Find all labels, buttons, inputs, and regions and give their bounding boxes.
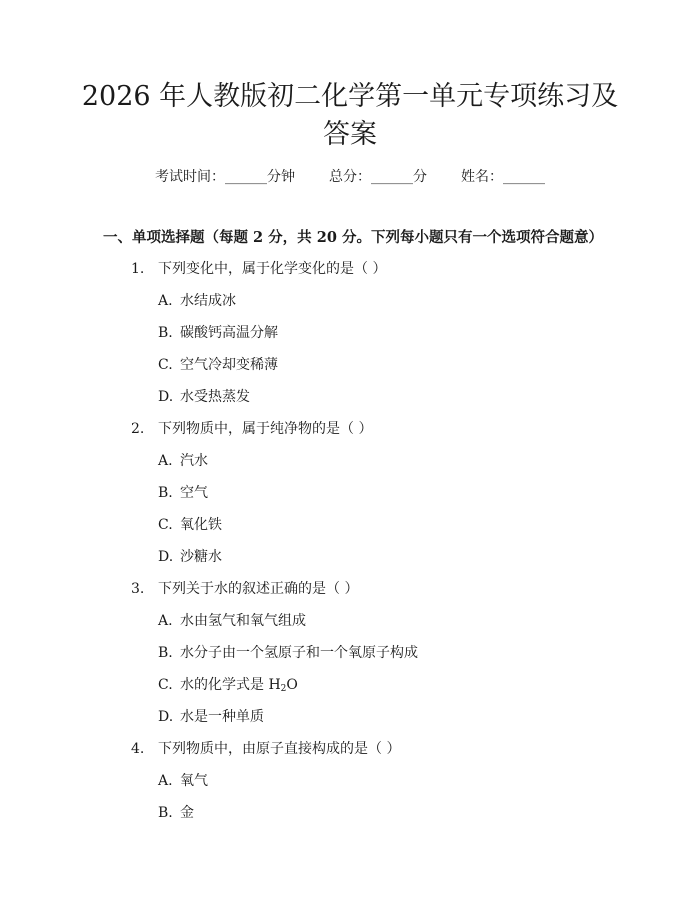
- option: [158, 451, 208, 471]
- option-label: B.: [158, 485, 173, 501]
- subscript: 2: [280, 684, 287, 694]
- exam-meta: [0, 167, 700, 187]
- option: [158, 803, 194, 823]
- option: [158, 355, 278, 375]
- question: [131, 419, 372, 439]
- question-number: 1.: [131, 261, 145, 277]
- option-text: 氧气: [180, 773, 208, 789]
- option-text: 汽水: [180, 453, 208, 469]
- option-text: 水结成冰: [180, 293, 236, 309]
- option-text: 碳酸钙高温分解: [180, 325, 278, 341]
- document-title: [60, 78, 640, 154]
- exam-time: 考试时间：______分钟: [155, 169, 295, 185]
- section-heading: 一、单项选择题（每题 2 分，共 20 分。下列每小题只有一个选项符合题意）: [103, 229, 603, 246]
- option-label: A.: [158, 773, 173, 789]
- option-label: C.: [158, 677, 173, 693]
- question-text: 下列物质中，由原子直接构成的是（ ）: [158, 741, 401, 757]
- option-label: C.: [158, 517, 173, 533]
- option: [158, 547, 222, 567]
- question-number: 2.: [131, 421, 145, 437]
- option-label: D.: [158, 709, 174, 725]
- option: [158, 611, 306, 631]
- option-label: A.: [158, 453, 173, 469]
- option: [158, 483, 208, 503]
- option: [158, 323, 278, 343]
- option-label: B.: [158, 325, 173, 341]
- option-label: B.: [158, 645, 173, 661]
- option-text: 水分子由一个氢原子和一个氧原子构成: [180, 645, 418, 661]
- option: [158, 707, 264, 727]
- option-text: 空气: [180, 485, 208, 501]
- option-text: 水受热蒸发: [180, 389, 250, 405]
- option: [158, 515, 222, 535]
- student-name: 姓名：______: [461, 169, 545, 185]
- option-text: 空气冷却变稀薄: [180, 357, 278, 373]
- option-text-before: 水的化学式是 H: [180, 677, 281, 693]
- option-label: A.: [158, 293, 173, 309]
- option-label: C.: [158, 357, 173, 373]
- option-text: 水由氢气和氧气组成: [180, 613, 306, 629]
- option-label: D.: [158, 549, 174, 565]
- option: [158, 771, 208, 791]
- total-score: 总分：______分: [329, 169, 427, 185]
- question-text: 下列变化中，属于化学变化的是（ ）: [158, 261, 387, 277]
- option-label: D.: [158, 389, 174, 405]
- question-number: 4.: [131, 741, 145, 757]
- title-line-1: 2026 年人教版初二化学第一单元专项练习及: [81, 81, 619, 112]
- title-line-2: 答案: [323, 119, 377, 150]
- option-text: 氧化铁: [180, 517, 222, 533]
- question-number: 3.: [131, 581, 145, 597]
- option: [158, 643, 418, 663]
- option-text-after: O: [286, 677, 298, 693]
- question: [131, 739, 400, 759]
- question: [131, 579, 358, 599]
- option-label: B.: [158, 805, 173, 821]
- option-text: 沙糖水: [180, 549, 222, 565]
- question-text: 下列关于水的叙述正确的是（ ）: [158, 581, 359, 597]
- option-text: 水是一种单质: [180, 709, 264, 725]
- option-label: A.: [158, 613, 173, 629]
- option: [158, 387, 250, 407]
- question-text: 下列物质中，属于纯净物的是（ ）: [158, 421, 373, 437]
- option: [158, 675, 298, 699]
- option-text: 金: [180, 805, 194, 821]
- option: [158, 291, 236, 311]
- question: [131, 259, 386, 279]
